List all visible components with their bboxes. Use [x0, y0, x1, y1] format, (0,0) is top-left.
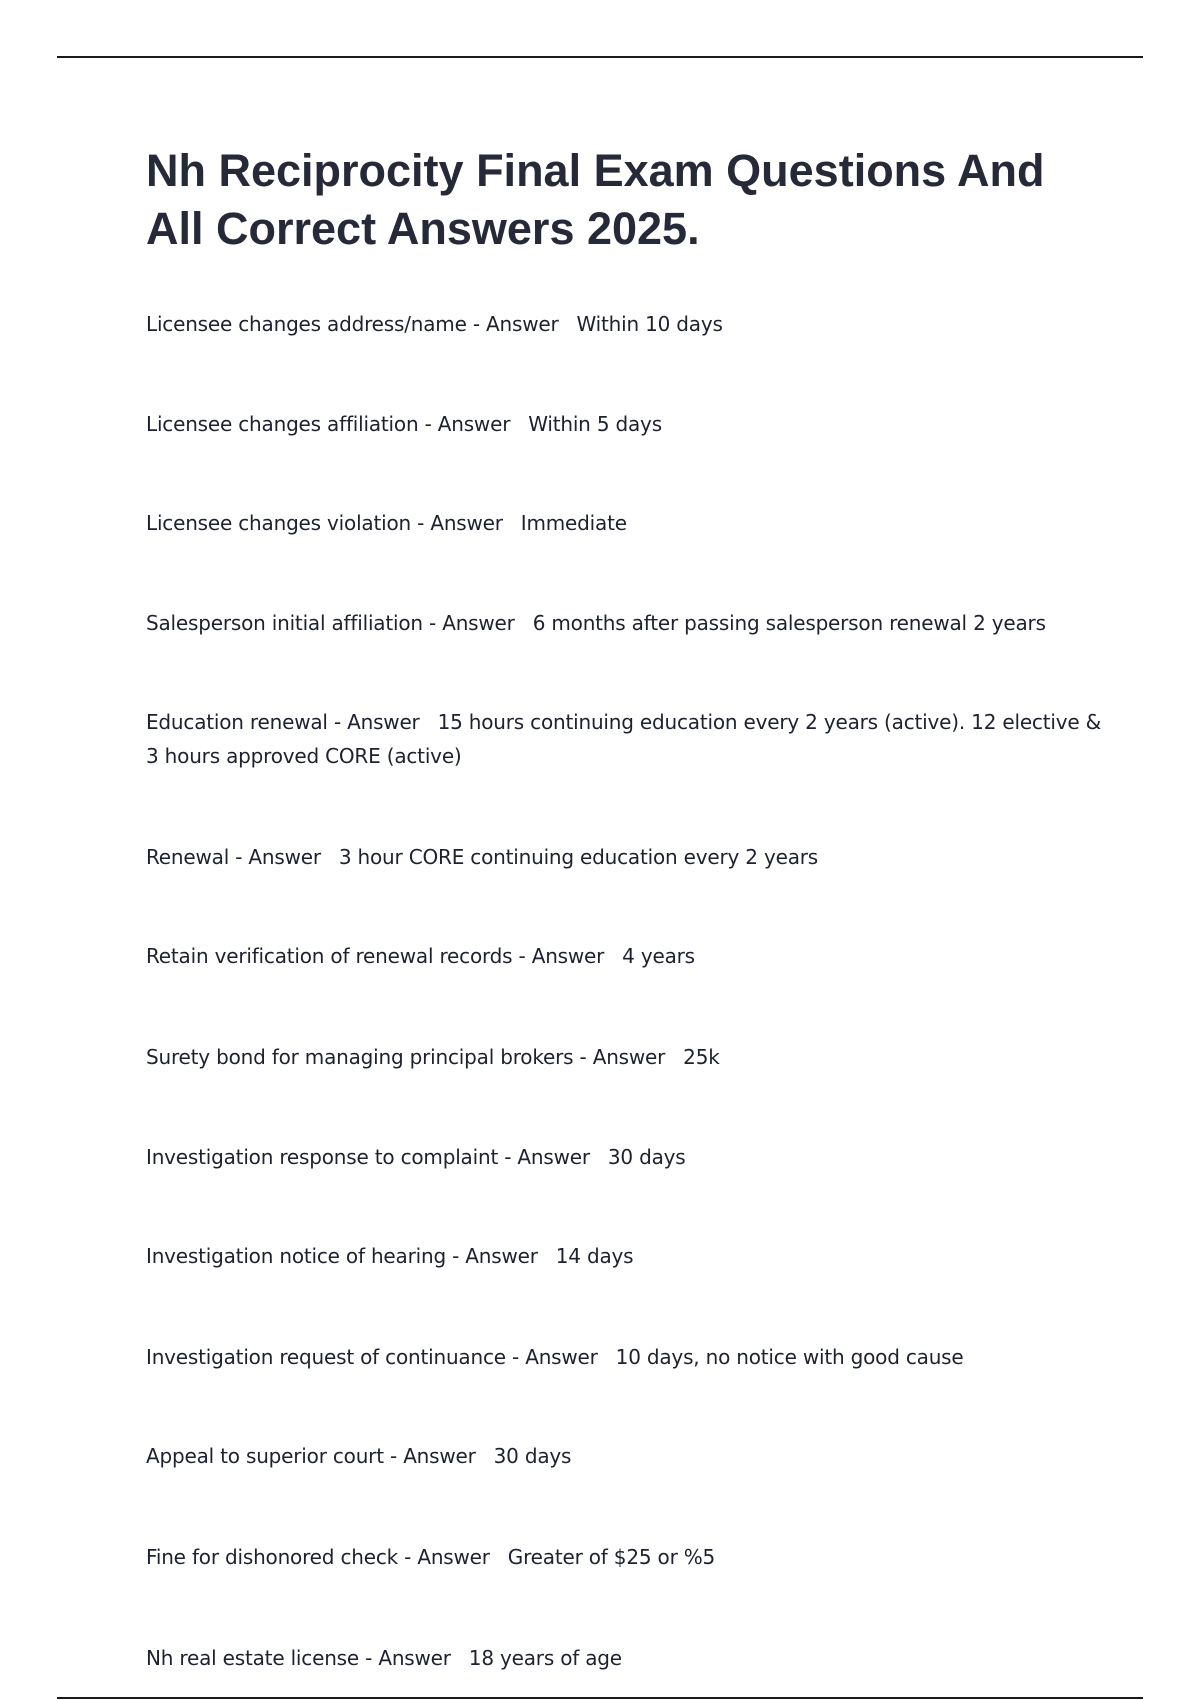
- answer-text: 10 days, no notice with good cause: [615, 1345, 964, 1369]
- question-text: Appeal to superior court: [146, 1444, 384, 1468]
- answer-separator: - Answer: [445, 1244, 538, 1268]
- qa-item: [146, 1340, 1106, 1374]
- answer-text: 14 days: [555, 1244, 634, 1268]
- qa-item: [146, 307, 1106, 341]
- qa-item: [146, 1239, 1106, 1273]
- question-text: Salesperson initial affiliation: [146, 611, 423, 635]
- answer-text: 18 years of age: [468, 1646, 622, 1670]
- answer-text: 25k: [683, 1045, 720, 1069]
- answer-separator: - Answer: [229, 845, 321, 869]
- qa-item: [146, 1641, 1106, 1675]
- answer-text: 6 months after passing salesperson renewal 2 years: [532, 611, 1046, 635]
- qa-item: [146, 1040, 1106, 1074]
- answer-text: 15 hours continuing education every 2 years (active). 12 elective & 3 hours approved CORE (active): [146, 710, 1102, 768]
- question-text: Fine for dishonored check: [146, 1545, 398, 1569]
- question-text: Investigation notice of hearing: [146, 1244, 446, 1268]
- question-text: Licensee changes violation: [146, 511, 411, 535]
- qa-item: [146, 1439, 1106, 1473]
- question-text: Investigation response to complaint: [146, 1145, 499, 1169]
- answer-text: Greater of $25 or %5: [507, 1545, 716, 1569]
- answer-text: 3 hour CORE continuing education every 2 years: [338, 845, 819, 869]
- answer-text: 30 days: [607, 1145, 686, 1169]
- qa-item: [146, 1140, 1106, 1174]
- answer-text: Immediate: [520, 511, 627, 535]
- answer-text: Within 5 days: [528, 412, 662, 436]
- question-text: Investigation request of continuance: [146, 1345, 506, 1369]
- answer-separator: - Answer: [359, 1646, 451, 1670]
- question-text: Surety bond for managing principal brokers: [146, 1045, 574, 1069]
- answer-separator: - Answer: [422, 611, 515, 635]
- top-divider: [57, 56, 1143, 58]
- answer-separator: - Answer: [466, 312, 559, 336]
- bottom-divider: [57, 1697, 1143, 1699]
- answer-text: 30 days: [493, 1444, 572, 1468]
- question-text: Licensee changes address/name: [146, 312, 467, 336]
- qa-item: [146, 1540, 1106, 1574]
- qa-item: [146, 705, 1106, 773]
- question-text: Retain verification of renewal records: [146, 944, 513, 968]
- answer-separator: - Answer: [512, 944, 605, 968]
- answer-separator: - Answer: [398, 1545, 490, 1569]
- answer-separator: - Answer: [505, 1345, 598, 1369]
- question-text: Licensee changes affiliation: [146, 412, 419, 436]
- answer-text: Within 10 days: [576, 312, 723, 336]
- answer-separator: - Answer: [327, 710, 420, 734]
- answer-text: 4 years: [622, 944, 695, 968]
- qa-item: [146, 407, 1106, 441]
- question-text: Nh real estate license: [146, 1646, 359, 1670]
- qa-item: [146, 840, 1106, 874]
- document-body: [146, 142, 1106, 1670]
- document-title: Nh Reciprocity Final Exam Questions And All Correct Answers 2025.: [146, 145, 1045, 254]
- qa-item: [146, 606, 1106, 640]
- answer-separator: - Answer: [418, 412, 511, 436]
- answer-separator: - Answer: [383, 1444, 476, 1468]
- qa-item: [146, 939, 1106, 973]
- question-text: Education renewal: [146, 710, 328, 734]
- qa-item: [146, 506, 1106, 540]
- question-text: Renewal: [146, 845, 230, 869]
- answer-separator: - Answer: [498, 1145, 590, 1169]
- answer-separator: - Answer: [573, 1045, 666, 1069]
- answer-separator: - Answer: [411, 511, 503, 535]
